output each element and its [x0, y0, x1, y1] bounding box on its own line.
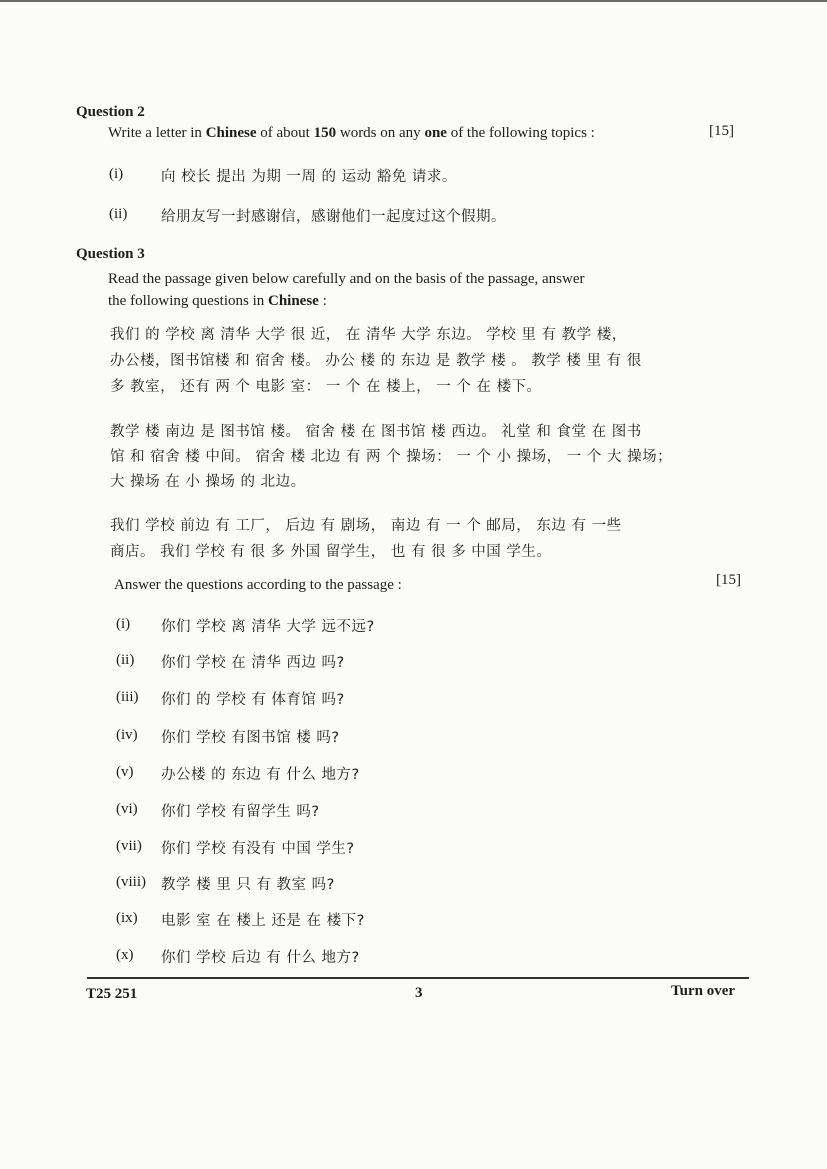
question-2-heading: Question 2 — [76, 104, 145, 120]
question-text: 你们 学校 后边 有 什么 地方? — [161, 950, 360, 966]
page-number: 3 — [415, 985, 423, 1001]
topic-2-number: (ii) — [109, 206, 128, 222]
passage-line: 大 操场 在 小 操场 的 北边。 — [110, 474, 306, 490]
question-text: 教学 楼 里 只 有 教室 吗? — [161, 877, 335, 893]
question-3-instruction-line-2: the following questions in Chinese : — [108, 293, 327, 309]
question-number: (vii) — [116, 838, 142, 854]
question-text: 你们 学校 有图书馆 楼 吗? — [161, 730, 340, 746]
question-number: (vi) — [116, 801, 138, 817]
topic-2-text: 给朋友写一封感谢信，感谢他们一起度过这个假期。 — [161, 209, 506, 225]
question-number: (ii) — [116, 652, 135, 668]
top-border-line — [0, 0, 827, 2]
question-text: 你们 学校 在 清华 西边 吗? — [161, 655, 345, 671]
question-3-heading: Question 3 — [76, 246, 145, 262]
passage-line: 我们 的 学校 离 清华 大学 很 近， 在 清华 大学 东边。 学校 里 有 教学 楼， — [110, 327, 627, 343]
question-number: (iv) — [116, 727, 138, 743]
paper-code: T25 251 — [86, 986, 138, 1002]
question-number: (x) — [116, 947, 134, 963]
passage-line: 办公楼，图书馆楼 和 宿舍 楼。 办公 楼 的 东边 是 教学 楼 。 教学 楼 里 有 很 — [110, 353, 642, 369]
question-2-instruction: Write a letter in Chinese of about 150 words on any one of the following topics : — [108, 125, 595, 141]
question-text: 你们 学校 有没有 中国 学生? — [161, 841, 355, 857]
passage-line: 多 教室， 还有 两 个 电影 室： 一 个 在 楼上， 一 个 在 楼下。 — [110, 379, 542, 395]
question-number: (v) — [116, 764, 134, 780]
passage-line: 商店。 我们 学校 有 很 多 外国 留学生， 也 有 很 多 中国 学生。 — [110, 544, 552, 560]
topic-1-text: 向 校长 提出 为期 一周 的 运动 豁免 请求。 — [161, 169, 457, 185]
question-number: (iii) — [116, 689, 139, 705]
question-2-marks: [15] — [709, 123, 734, 139]
question-text: 你们 的 学校 有 体育馆 吗? — [161, 692, 345, 708]
question-3-marks: [15] — [716, 572, 741, 588]
question-3-instruction-line-1: Read the passage given below carefully and on the basis of the passage, answer — [108, 271, 585, 287]
question-text: 电影 室 在 楼上 还是 在 楼下? — [161, 913, 365, 929]
footer-divider — [87, 977, 749, 979]
question-text: 你们 学校 有留学生 吗? — [161, 804, 320, 820]
question-text: 你们 学校 离 清华 大学 远不远? — [161, 619, 375, 635]
turn-over-label: Turn over — [671, 983, 736, 999]
question-number: (ix) — [116, 910, 138, 926]
passage-line: 教学 楼 南边 是 图书馆 楼。 宿舍 楼 在 图书馆 楼 西边。 礼堂 和 食堂 在 图书 — [110, 424, 642, 440]
question-number: (viii) — [116, 874, 146, 890]
topic-1-number: (i) — [109, 166, 124, 182]
passage-line: 馆 和 宿舍 楼 中间。 宿舍 楼 北边 有 两 个 操场： 一 个 小 操场， 一 个 大 操场； — [110, 449, 673, 465]
answer-instruction: Answer the questions according to the passage : — [114, 577, 402, 593]
question-number: (i) — [116, 616, 131, 632]
question-text: 办公楼 的 东边 有 什么 地方? — [161, 767, 360, 783]
passage-line: 我们 学校 前边 有 工厂， 后边 有 剧场， 南边 有 一 个 邮局， 东边 有 一些 — [110, 518, 622, 534]
